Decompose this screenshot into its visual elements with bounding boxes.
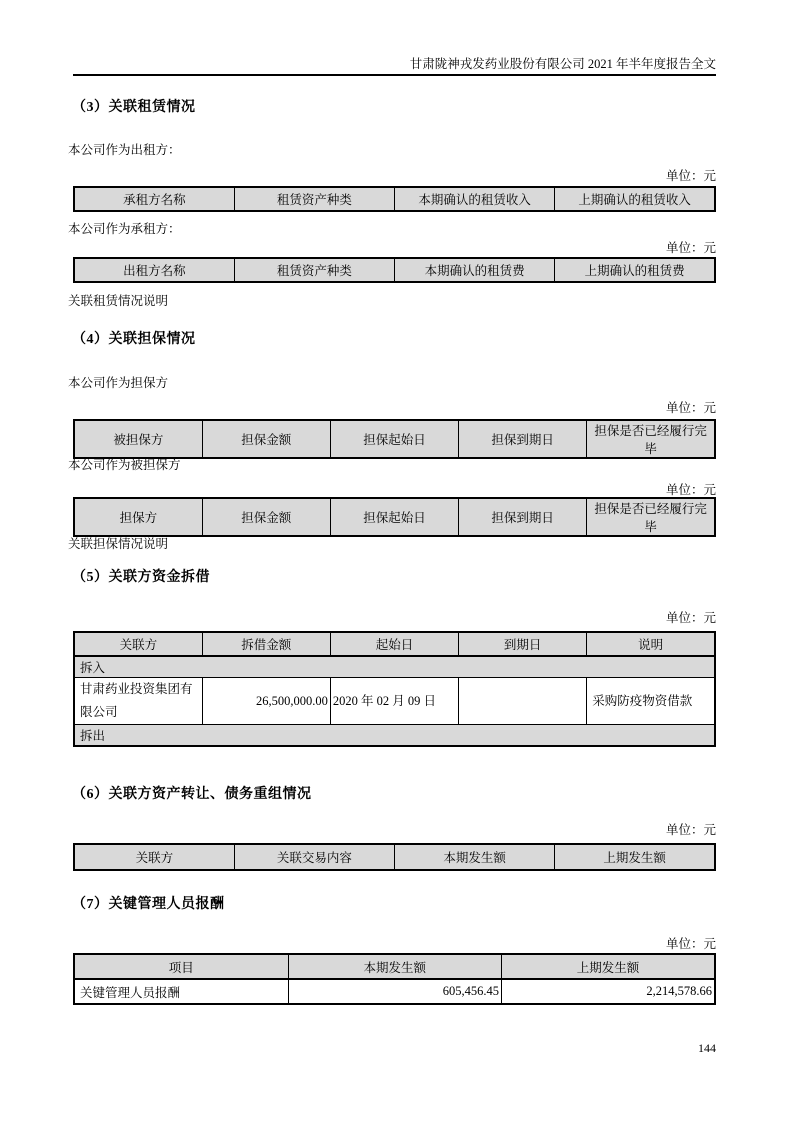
- col-header: 租赁资产种类: [234, 187, 394, 211]
- header-rule: [73, 74, 716, 76]
- col-header: 到期日: [459, 632, 587, 656]
- section-4-heading: （4）关联担保情况: [72, 332, 196, 347]
- unit-label: 单位：元: [665, 169, 716, 183]
- lessor-label: 本公司作为出租方：: [68, 143, 181, 157]
- col-header: 本期发生额: [288, 954, 501, 979]
- section-7-heading: （7）关键管理人员报酬: [72, 897, 225, 912]
- page-header-title: 甘肃陇神戎发药业股份有限公司 2021 年半年度报告全文: [409, 57, 716, 71]
- section-6-heading: （6）关联方资产转让、债务重组情况: [72, 787, 312, 802]
- rental-note-label: 关联租赁情况说明: [68, 294, 169, 308]
- col-header: 承租方名称: [74, 187, 234, 211]
- borrow-in-label: 拆入: [74, 656, 715, 678]
- col-header: 担保到期日: [459, 498, 587, 536]
- table-header-row: [74, 844, 715, 870]
- key-management-compensation-table: [73, 953, 716, 1005]
- unit-label: 单位：元: [665, 937, 716, 951]
- start-date-cell: 2020 年 02 月 09 日: [330, 678, 458, 725]
- guarantee-note-label: 关联担保情况说明: [68, 537, 169, 551]
- current-amount-cell: 605,456.45: [288, 979, 501, 1004]
- table-row: [74, 678, 715, 725]
- table-header-row: [74, 187, 715, 211]
- section-3-heading: （3）关联租赁情况: [72, 100, 196, 115]
- guarantor-table: [73, 419, 716, 459]
- borrow-out-row: [74, 725, 715, 747]
- unit-label: 单位：元: [665, 823, 716, 837]
- related-party-cell: 甘肃药业投资集团有限公司: [74, 678, 202, 725]
- lessee-label: 本公司作为承租方：: [68, 222, 181, 236]
- col-header: 出租方名称: [74, 258, 234, 282]
- table-header-row: [74, 258, 715, 282]
- loan-amount-cell: 26,500,000.00: [202, 678, 330, 725]
- guarantor-label: 本公司作为担保方: [68, 376, 169, 390]
- col-header: 说明: [587, 632, 715, 656]
- asset-transfer-table: [73, 843, 716, 871]
- col-header: 担保方: [74, 498, 202, 536]
- page-number: 144: [698, 1041, 716, 1055]
- col-header: 项目: [74, 954, 288, 979]
- col-header: 担保金额: [202, 498, 330, 536]
- col-header: 上期确认的租赁费: [555, 258, 715, 282]
- table-header-row: [74, 632, 715, 656]
- col-header: 担保金额: [202, 420, 330, 458]
- col-header: 关联交易内容: [234, 844, 394, 870]
- col-header: 本期确认的租赁收入: [395, 187, 555, 211]
- col-header: 担保是否已经履行完毕: [587, 420, 715, 458]
- borrow-in-row: [74, 656, 715, 678]
- related-party-loans-table: [73, 631, 716, 747]
- section-5-heading: （5）关联方资金拆借: [72, 570, 210, 585]
- table-header-row: [74, 420, 715, 458]
- col-header: 担保是否已经履行完毕: [587, 498, 715, 536]
- table-header-row: [74, 954, 715, 979]
- col-header: 担保到期日: [459, 420, 587, 458]
- previous-amount-cell: 2,214,578.66: [502, 979, 715, 1004]
- col-header: 担保起始日: [330, 420, 458, 458]
- unit-label: 单位：元: [665, 401, 716, 415]
- unit-label: 单位：元: [665, 241, 716, 255]
- table-row: [74, 979, 715, 1004]
- table-header-row: [74, 498, 715, 536]
- col-header: 上期发生额: [502, 954, 715, 979]
- col-header: 本期发生额: [395, 844, 555, 870]
- col-header: 拆借金额: [202, 632, 330, 656]
- unit-label: 单位：元: [665, 611, 716, 625]
- item-cell: 关键管理人员报酬: [74, 979, 288, 1004]
- col-header: 租赁资产种类: [234, 258, 394, 282]
- col-header: 关联方: [74, 844, 234, 870]
- lessor-table: [73, 186, 716, 212]
- col-header: 关联方: [74, 632, 202, 656]
- col-header: 担保起始日: [330, 498, 458, 536]
- col-header: 起始日: [330, 632, 458, 656]
- col-header: 上期发生额: [555, 844, 715, 870]
- guaranteed-table: [73, 497, 716, 537]
- due-date-cell: [459, 678, 587, 725]
- borrow-out-label: 拆出: [74, 725, 715, 747]
- lessee-table: [73, 257, 716, 283]
- col-header: 本期确认的租赁费: [395, 258, 555, 282]
- note-cell: 采购防疫物资借款: [587, 678, 715, 725]
- col-header: 上期确认的租赁收入: [555, 187, 715, 211]
- col-header: 被担保方: [74, 420, 202, 458]
- guaranteed-label: 本公司作为被担保方: [68, 458, 181, 472]
- unit-label: 单位：元: [665, 483, 716, 497]
